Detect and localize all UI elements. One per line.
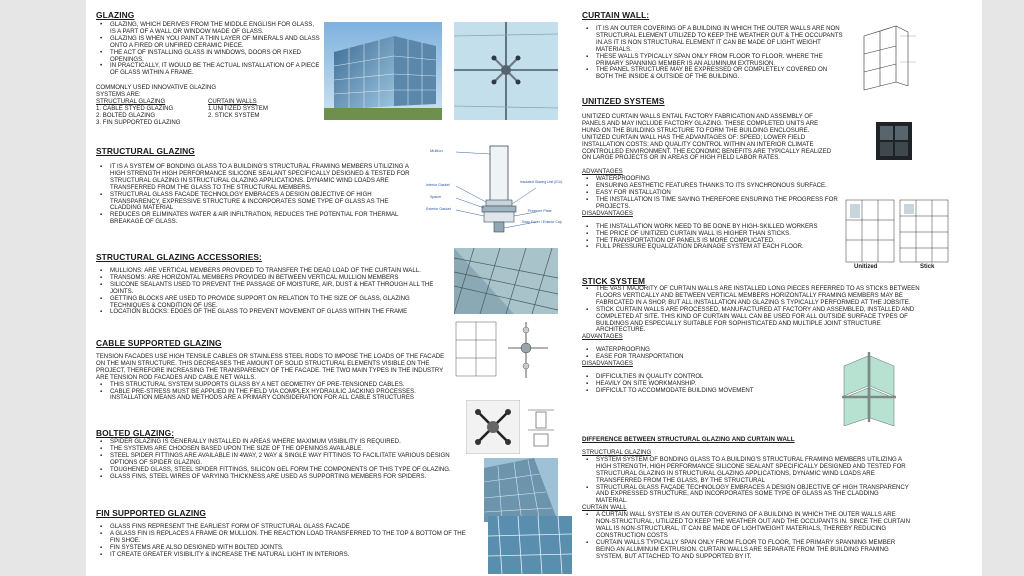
list-item: ▪ THE PRICE OF UNITIZED CURTAIN WALL IS HIGHER THAN STICKS. — [582, 231, 838, 238]
curtain-wall-section — [582, 10, 844, 81]
glass-roof-photo — [454, 248, 558, 314]
cable-glazing-title: CABLE SUPPORTED GLAZING — [96, 338, 222, 348]
list-item: ▪ THE SYSTEMS ARE CHOOSEN BASED UPON THE SIZE OF THE OPENINGS AVAILABLE. — [96, 446, 476, 453]
list-item: ▪ ENSURING AESTHETIC FEATURES THANKS TO ITS SYNCHRONOUS SURFACE. — [582, 183, 838, 190]
glass-building-photo — [324, 22, 442, 120]
list-item: ▪ TOUGHENED GLASS, STEEL SPIDER FITTINGS, SILICON GEL FORM THE COMPONENTS OF THIS TYPE OF GLAZING. — [96, 467, 476, 474]
structural-list — [96, 99, 194, 127]
glazing-title: GLAZING — [96, 10, 135, 20]
accessories-bullets — [96, 268, 448, 316]
list-item: ▪ SYSTEM SYSTEM OF BONDING GLASS TO A BUILDING'S STRUCTURAL FRAMING MEMBERS UTILIZING A HIGH STRENGTH, HIGH PERFORMANCE SILICONE SEALANT SPECIFICALLY DESIGNED AND TESTED FOR STRUCTURAL GLAZING IN STRUCTURAL GLAZING APPLICATIONS, DYNAMIC WIND LOADS ARE TRANSFERRED FROM THE GLASS, BY THE STRUCTURAL — [582, 457, 912, 485]
list-item: ▪ LOCATION BLOCKS: EDGES OF THE GLASS TO PREVENT MOVEMENT OF GLASS WITHIN THE FRAME — [96, 309, 448, 316]
unitized-stick-drawing — [842, 196, 952, 276]
fin-glazing-section — [96, 508, 476, 559]
accessories-section — [96, 252, 448, 316]
list-item: ▪ GLASS FINS, STEEL WIRES OF VARYING THICKNESS ARE USED AS SUPPORTING MEMBERS FOR SPIDERS. — [96, 474, 476, 481]
list-item: ▪ THE INSTALLATION IS TIME SAVING THEREFORE ENSURING THE PROGRESS FOR PROJECTS. — [582, 197, 838, 211]
list-item: ▪ GETTING BLOCKS ARE USED TO PROVIDE SUPPORT ON RELATION TO THE SIZE OF GLASS, GLAZING TECHNIQUES & CONDITION OF USE. — [96, 296, 448, 310]
poster-sheet — [86, 0, 982, 576]
unitized-section — [582, 96, 838, 251]
unitized-title: UNITIZED SYSTEMS — [582, 96, 665, 106]
difference-cw-bullets — [582, 512, 912, 560]
bolted-glazing-section — [96, 428, 476, 480]
unitized-advantages — [582, 176, 838, 211]
list-item: • GLAZING, WHICH DERIVES FROM THE MIDDLE ENGLISH FOR GLASS, IS A PART OF A WALL OR WINDOW MADE OF GLASS. — [96, 22, 321, 36]
list-item: ▪ DIFFICULTIES IN QUALITY CONTROL — [582, 374, 922, 381]
list-item: ▪ THE INSTALLATION WORK NEED TO BE DONE BY HIGH-SKILLED WORKERS — [582, 224, 838, 231]
list-item: ▪ IT IS AN OUTER COVERING OF A BUILDING IN WHICH THE OUTER WALLS ARE NON STRUCTURAL ELEMENT UTILIZED TO KEEP THE WEATHER OUT & THE OCCUPANTS IN.AS IT IS NON STRUCTURAL ELEMENT IT CAN BE MADE OF LIGHT WEIGHT MATERIALS. — [582, 26, 844, 54]
list-item: ▪ FIN SYSTEMS ARE ALSO DESIGNED WITH BOLTED JOINTS. — [96, 545, 476, 552]
list-item: ▪ EASE FOR TRANSPORTATION — [582, 354, 922, 361]
list-item: ▪ THIS STRUCTURAL SYSTEM SUPPORTS GLASS BY A NET GEOMETRY OF PRE-TENSIONED CABLES. — [96, 382, 448, 389]
glazing-section — [96, 10, 321, 127]
cable-net-drawing — [452, 318, 560, 382]
list-item: ▪ TRANSOMS: ARE HORIZONTAL MEMBERS PROVIDED IN BETWEEN VERTICAL MULLION MEMBERS — [96, 275, 448, 282]
cable-glazing-para: TENSION FACADES USE HIGH TENSILE CABLES OR STAINLESS STEEL RODS TO IMPOSE THE LOADS OF THE FACADE ON THE MAIN STRUCTURE. THIS DECREASES THE AMOUNT OF SOLID STRUCTURAL ELEMENTS VISIBLE ON THE PROJECT, THEREFORE INCREASING THE TRANSPARENCY OF THE FACADE. THE TWO MAIN TYPES IN THE INDUSTRY ARE TENSION ROD FACADES AND CABLE NET WALLS. — [96, 353, 445, 381]
list-item: ▪ CABLE PRE-STRESS MUST BE APPLIED IN THE FIELD VIA COMPLEX HYDRAULIC JACKING PROCESSES. INSTALLATION MEANS AND METHODS ARE A PRIMARY CONSIDERATION FOR ALL CABLE STRUCTURES — [96, 389, 448, 403]
stick-bullets — [582, 286, 922, 334]
unitized-disadv-head: DISADVANTAGES — [582, 209, 633, 217]
difference-cw-head: CURTAIN WALL — [582, 504, 627, 512]
stick-adv-head: ADVANTAGES — [582, 333, 623, 341]
list-item: ▪ DIFFICULT TO ACCOMMODATE BUILDING MOVEMENT — [582, 388, 922, 395]
list-item: ▪ FULL PRESSURE EQUALIZATION DRAINAGE SYSTEM AT EACH FLOOR. — [582, 244, 838, 251]
spider-section-drawing — [524, 400, 558, 454]
bolted-facade-photo — [484, 458, 558, 522]
difference-sg-head: STRUCTURAL GLAZING — [582, 449, 652, 456]
stick-title: STICK SYSTEM — [582, 276, 646, 286]
spider-glazing-photo — [454, 22, 558, 120]
list-item: ▪ GLASS FINS REPRESENT THE EARLIEST FORM OF STRUCTURAL GLASS FACADE — [96, 524, 476, 531]
cable-glazing-section — [96, 338, 448, 402]
list-item: ▪ A GLASS FIN IS REPLACES A FRAME OR MULLION. THE REACTION LOAD TRANSFERRED TO THE TOP & BOTTOM OF THE FIN SHOE. — [96, 531, 476, 545]
diagram-label: Spacer — [430, 195, 442, 199]
list-item: ▪ STICK CURTAIN WALLS ARE PROCESSED, MANUFACTURED AT FACTORY AND ASSEMBLED, INSTALLED AND COMPLETED AT SITE. THIS KIND OF CURTAIN WALL CAN BE USED FOR ALL OUTSIDE SURFACE TYPES OF BUILDINGS AND ESPECIALLY SUITABLE FOR SOPHISTICATED AND MULTIPLE JOINT STRUCTURE ARCHITECTURE. — [582, 307, 922, 335]
list-item: ▪ THE TRANSPORTATION OF PANELS IS MORE COMPLICATED. — [582, 238, 838, 245]
diagram-label: Interior Gasket — [426, 183, 450, 187]
fin-glazing-title: FIN SUPPORTED GLAZING — [96, 508, 207, 518]
unitized-panel-drawing — [870, 118, 918, 164]
diagram-label: Mullion — [430, 148, 443, 153]
list-item: ▪ MULLIONS: ARE VERTICAL MEMBERS PROVIDED TO TRANSFER THE DEAD LOAD OF THE CURTAIN WALL. — [96, 268, 448, 275]
systems-columns — [96, 99, 321, 127]
unitized-adv-head: ADVANTAGES — [582, 168, 623, 176]
list-item: 3. FIN SUPPORTED GLAZING — [96, 118, 181, 126]
glazing-bullets — [96, 22, 321, 77]
structural-glazing-section — [96, 146, 421, 226]
diagram-label: Exterior Gasket — [426, 207, 451, 211]
curtain-list — [208, 99, 268, 127]
list-item: 1. CABLE STYED GLAZING — [96, 104, 174, 112]
bolted-glazing-bullets — [96, 439, 476, 480]
list-item: 2. BOLTED GLAZING — [96, 111, 156, 119]
list-item: ▪ REDUCES OR ELIMINATES WATER & AIR INFILTRATION, REDUCES THE POTENTIAL FOR THERMAL BREAKAGE OF GLASS. — [96, 212, 421, 226]
stick-disadv-head: DISADVANTAGES — [582, 360, 633, 368]
list-item: ▪ STRUCTURAL GLASS FAÇADE TECHNOLOGY EMBRACES A DESIGN OBJECTIVE OF HIGH TRANSPARENCY AND EXPRESSED STRUCTURE, AND INCORPORATES SOME TYPE OF GLASS AS THE CLADDING MATERIAL. — [582, 485, 912, 506]
difference-sg-bullets — [582, 457, 912, 505]
mullion-detail-diagram — [426, 142, 564, 242]
list-item: ▪ WATERPROOFING — [582, 176, 838, 183]
fin-glazing-bullets — [96, 524, 476, 559]
unitized-para: UNITIZED CURTAIN WALLS ENTAIL FACTORY FABRICATION AND ASSEMBLY OF PANELS AND MAY INCLUDE FACTORY GLAZING. THESE COMPLETED UNITS ARE HUNG ON THE BUILDING STRUCTURE TO FORM THE BUILDING ENCLOSURE. UNITIZED CURTAIN WALL HAS THE ADVANTAGES OF: SPEED; LOWER FIELD INSTALLATION COSTS; AND QUALITY CONTROL WITHIN AN INTERIOR CLIMATE CONTROLLED ENVIRONMENT. THE ECONOMIC BENEFITS ARE TYPICALLY REALIZED ON LARGE PROJECTS OR IN AREAS OF HIGH FIELD LABOR RATES. — [582, 113, 832, 162]
list-item: ▪ SILICONE SEALANTS USED TO PREVENT THE PASSAGE OF MOISTURE, AIR, DUST & HEAT THROUGH ALL THE JOINTS. — [96, 282, 448, 296]
list-item: ▪ THE PANEL STRUCTURE MAY BE EXPRESSED OR COMPLETELY COVERED ON BOTH THE INSIDE & OUTSIDE OF THE BUILDING. — [582, 67, 844, 81]
glass-fin-photo — [488, 516, 572, 574]
spider-fitting-drawing — [466, 400, 520, 454]
list-item: • THE ACT OF INSTALLING GLASS IN WINDOWS, DOORS OR FIXED OPENINGS. — [96, 50, 321, 64]
bolted-glazing-title: BOLTED GLAZING: — [96, 428, 175, 438]
list-item: ▪ EASY FOR INSTALLATION — [582, 190, 838, 197]
list-item: ▪ THE VAST MAJORITY OF CURTAIN WALLS ARE INSTALLED LONG PIECES REFERRED TO AS STICKS BETWEEN FLOORS VERTICALLY AND BETWEEN VERTICAL MEMBERS HORIZONTALLY FRAMING MEMBERS MAY BE FABRICATED IN A SHOP, BUT ALL INSTALLATION AND GLAZING S TYPICALLY PERFORMED AT THE JOBSITE. — [582, 286, 922, 307]
curtain-list-head: CURTAIN WALLS — [208, 98, 257, 106]
list-item: ▪ A CURTAIN WALL SYSTEM IS AN OUTER COVERING OF A BUILDING IN WHICH THE OUTER WALLS ARE NON-STRUCTURAL, UTILIZED TO KEEP THE WEATHER OUT AND THE OCCUPANTS IN. SINCE THE CURTAIN WALL IS NON-STRUCTURAL, IT CAN BE MADE OF LIGHTWEIGHT MATERIALS, THEREBY REDUCING CONSTRUCTION COSTS — [582, 512, 912, 540]
diagram-label: Snap Cover / Exterior Cap — [522, 220, 562, 224]
diagram-label: Pressure Plate — [528, 209, 552, 213]
list-item: ▪ SPIDER GLAZING IS GENERALLY INSTALLED IN AREAS WHERE MAXIMUM VISIBILITY IS REQUIRED. — [96, 439, 476, 446]
list-item: 2. STICK SYSTEM — [208, 111, 260, 119]
accessories-title: STRUCTURAL GLAZING ACCESSORIES: — [96, 252, 262, 262]
structural-glazing-title: STRUCTURAL GLAZING — [96, 146, 195, 156]
list-item: • IN PRACTICALLY, IT WOULD BE THE ACTUAL INSTALLATION OF A PIECE OF GLASS WITHIN A FRAME. — [96, 63, 321, 77]
list-item: ▪ STEEL SPIDER FITTINGS ARE AVAILABLE IN 4WAY, 2 WAY & SINGLE WAY FITTINGS TO FACILITATE VARIOUS DESIGN OPTIONS OF SPIDER GLAZING. — [96, 453, 476, 467]
cable-glazing-bullets — [96, 382, 448, 403]
list-item: • GLAZING IS WHEN YOU PAINT A THIN LAYER OF MINERALS AND GLASS ONTO A FIRED OR UNFIRED CERAMIC PIECE. — [96, 36, 321, 50]
list-item: ▪ CURTAIN WALLS TYPICALLY SPAN ONLY FROM FLOOR TO FLOOR, THE PRIMARY SPANNING MEMBER BEING AN ALUMINUM EXTRUSION. CURTAIN WALLS ARE SEPARATE FROM THE BUILDING FRAMING SYSTEM, BUT ATTACHED TO AND SUPPORTED BY IT. — [582, 540, 912, 561]
list-item: 1.UNITIZED SYSTEM — [208, 104, 268, 112]
stick-system-drawing — [838, 346, 920, 426]
figure-label: Stick — [920, 264, 935, 270]
systems-intro: COMMONLY USED INNOVATIVE GLAZING SYSTEMS ARE: — [96, 84, 217, 99]
list-item: ▪ IT IS A SYSTEM OF BONDING GLASS TO A BUILDING'S STRUCTURAL FRAMING MEMBERS UTILIZING A HIGH STRENGTH HIGH PERFORMANCE SILICONE SEALANT SPECIFICALLY DESIGNED & TESTED FOR STRUCTURAL GLAZING IN STRUCTURAL GLAZING APPLICATIONS. DYNAMIC WIND LOADS ARE TRANSFERRED FROM THE GLASS TO THE STRUCTURAL MEMBERS. — [96, 164, 421, 192]
curtain-wall-isometric — [856, 22, 922, 92]
list-item: ▪ THESE WALLS TYPICALLY SPAN ONLY FROM FLOOR TO FLOOR. WHERE THE PRIMARY SPANNING MEMBER IS AN ALUMINUM EXTRUSION. — [582, 54, 844, 68]
list-item: ▪ STRUCTURAL GLASS FACADE TECHNOLOGY EMBRACES A DESIGN OBJECTIVE OF HIGH TRANSPARENCY, EXPRESSIVE STRUCTURE & INCORPORATES SOME TYPE OF GLASS AS THE CLADDING MATERIAL — [96, 192, 421, 213]
diagram-label: Insulated Glazing Unit (IGU) — [520, 180, 563, 184]
difference-section — [582, 436, 912, 561]
list-item: ▪ WATERPROOFING — [582, 347, 922, 354]
curtain-wall-title: CURTAIN WALL: — [582, 10, 650, 20]
curtain-wall-bullets — [582, 26, 844, 81]
list-item: ▪ IT CREATE GREATER VISIBILITY & INCREASE THE NATURAL LIGHT IN INTERIORS. — [96, 552, 476, 559]
unitized-disadvantages — [582, 224, 838, 252]
structural-list-head: STRUCTURAL GLAZING — [96, 98, 166, 106]
list-item: ▪ HEAVILY ON SITE WORKMANSHIP. — [582, 381, 922, 388]
structural-glazing-bullets — [96, 164, 421, 226]
figure-label: Unitized — [854, 264, 878, 270]
difference-title: DIFFERENCE BETWEEN STRUCTURAL GLAZING AND CURTAIN WALL — [582, 436, 795, 443]
